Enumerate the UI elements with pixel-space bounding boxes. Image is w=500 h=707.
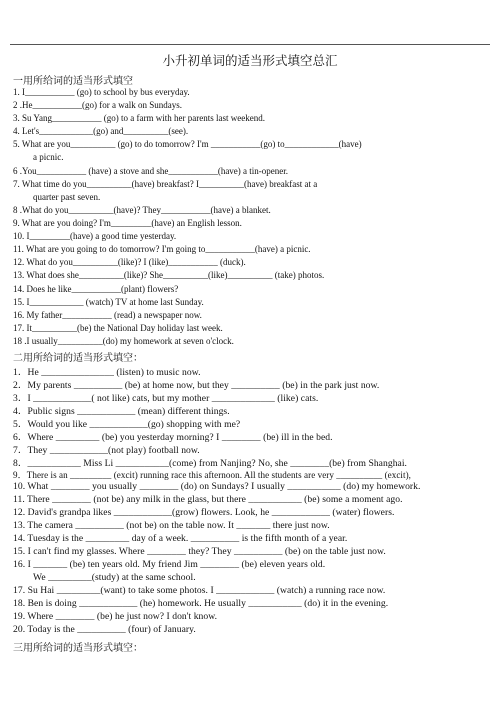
exercise-line: 9．There is an _________ (excit) running race this afternoon. All the students are very __________ (excit), [13,470,411,480]
exercise-line: 2 .He___________(go) for a walk on Sundays. [13,100,182,110]
section-3-heading: 三用所给词的适当形式填空： [13,643,143,654]
exercise-line: 7. What time do you__________(have) breakfast? I__________(have) breakfast at a [13,179,318,189]
exercise-line: 13. What does she__________(like)? She__________(like)__________ (take) photos. [13,270,325,280]
exercise-line: 3. Su Yang___________ (go) to a farm with her parents last weekend. [13,113,265,123]
exercise-line: 12. David's grandpa likes ____________(grow) flowers. Look, he ____________ (water) flowers. [13,507,395,518]
exercise-line: 1. I___________ (go) to school by bus everyday. [13,87,190,97]
top-rule [10,44,490,45]
exercise-line: 6 .You___________ (have) a stove and she___________(have) a tin-opener. [13,166,289,176]
exercise-line: 1．He _______________ (listen) to music now. [13,367,201,378]
exercise-line: 9. What are you doing? I'm_________(have) an English lesson. [13,218,242,228]
exercise-line: 5．Would you like ____________(go) shopping with me? [13,419,241,430]
exercise-line: 17. Su Hai _________(want) to take some photos. I ____________ (watch) a running race now. [13,585,386,596]
exercise-line: 3．I ____________( not like) cats, but my mother _____________ (like) cats. [13,393,319,404]
exercise-line: 17. It__________(be) the National Day holiday last week. [13,323,223,333]
exercise-line: 18. Ben is doing ____________ (he) homework. He usually ___________ (do) it in the evening. [13,598,389,609]
exercise-line: 19. Where ________ (be) he just now? I don't know. [13,611,218,622]
exercise-line: 8．___________ Miss Li ___________(come) from Nanjing? No, she ________(be) from Shanghai. [13,458,408,469]
exercise-line: 18 .I usually__________(do) my homework at seven o'clock. [13,336,234,346]
page-title: 小升初单词的适当形式填空总汇 [162,54,338,68]
exercise-line: 6．Where _________ (be) you yesterday morning? I ________ (be) ill in the bed. [13,432,333,443]
exercise-line: quarter past seven. [33,192,101,202]
exercise-line: 11. There ________ (not be) any milk in the glass, but there ___________ (be) some a moment ago. [13,494,403,505]
section-1-heading: 一用所给词的适当形式填空 [13,76,133,87]
exercise-line: 4．Public signs ____________ (mean) different things. [13,406,230,417]
exercise-line: 16. I _______ (be) ten years old. My friend Jim ________ (be) eleven years old. [13,559,326,570]
exercise-line: 12. What do you__________(like)? I (like)___________ (duck). [13,257,246,267]
exercise-line: 4. Let's____________(go) and__________(see). [13,126,189,136]
exercise-line: 13. The camera __________ (not be) on the table now. It _______ there just now. [13,520,330,531]
exercise-line: 2．My parents __________ (be) at home now, but they __________ (be) in the park just now. [13,380,380,391]
exercise-line: 7．They ____________(not play) football now. [13,445,200,456]
exercise-line: 14. Does he like___________(plant) flowers? [13,284,179,294]
exercise-line: 10. I_________(have) a good time yesterday. [13,231,177,241]
exercise-line: 16. My father___________ (read) a newspaper now. [13,310,202,320]
exercise-line: 10. What ________ you usually ________ (do) on Sundays? I usually ___________ (do) my homework. [13,481,421,492]
exercise-line: 14. Tuesday is the _________ day of a week. __________ is the fifth month of a year. [13,533,348,544]
exercise-line: 5. What are you__________ (go) to do tomorrow? I'm ___________(go) to____________(have) [13,139,362,149]
exercise-line: We _________(study) at the same school. [33,572,196,583]
exercise-line: 11. What are you going to do tomorrow? I'm going to___________(have) a picnic. [13,244,311,254]
exercise-line: 20. Today is the __________ (four) of January. [13,624,196,635]
exercise-line: 15. I____________ (watch) TV at home last Sunday. [13,297,204,307]
section-2-heading: 二用所给词的适当形式填空： [13,353,143,364]
exercise-line: 15. I can't find my glasses. Where ________ they? They __________ (be) on the table just now. [13,546,386,557]
exercise-line: 8 .What do you__________(have)? They___________(have) a blanket. [13,205,271,215]
exercise-line: a picnic. [33,152,64,162]
